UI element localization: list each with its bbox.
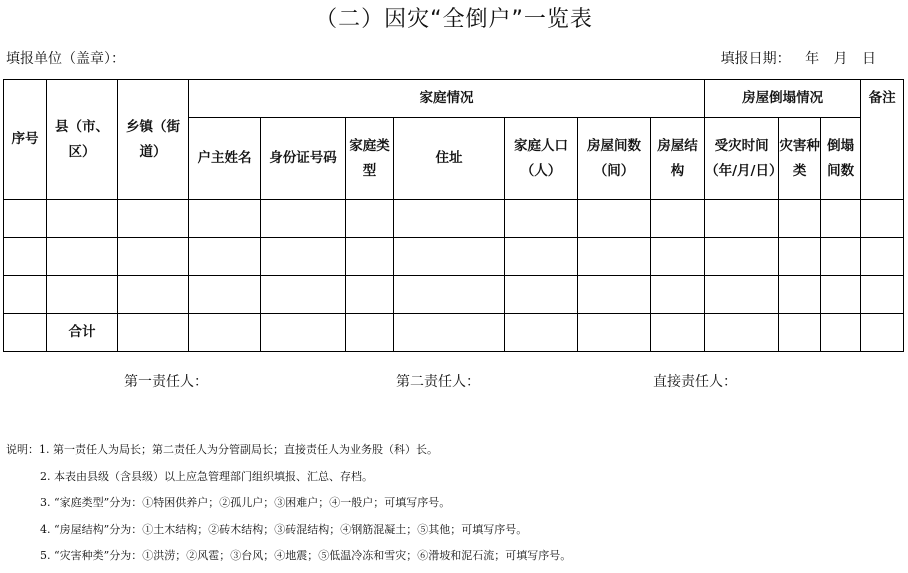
header-address: 住址 bbox=[394, 118, 505, 200]
header-town: 乡镇（街道） bbox=[118, 80, 189, 200]
note-item: 4. “房屋结构”分为：①土木结构；②砖木结构；③砖混结构；④钢筋混凝土；⑤其他；可填写序号。 bbox=[40, 522, 528, 536]
header-disaster-date: 受灾时间（年/月/日） bbox=[705, 118, 779, 200]
table-row bbox=[4, 276, 904, 314]
reporting-unit-label: 填报单位（盖章）： bbox=[6, 51, 125, 67]
header-county: 县（市、区） bbox=[47, 80, 118, 200]
header-remark: 备注 bbox=[861, 80, 904, 200]
total-label: 合计 bbox=[47, 314, 118, 352]
page-title: （二）因灾“全倒户”一览表 bbox=[315, 7, 593, 32]
reporting-date-label: 填报日期： 年 月 日 bbox=[720, 51, 876, 67]
header-householder-name: 户主姓名 bbox=[189, 118, 261, 200]
header-family-size: 家庭人口（人） bbox=[505, 118, 578, 200]
header-collapse-group: 房屋倒塌情况 bbox=[705, 80, 861, 118]
header-disaster-type: 灾害种类 bbox=[779, 118, 821, 200]
first-responsible-label: 第一责任人： bbox=[124, 374, 208, 390]
note-item: 5. “灾害种类”分为：①洪涝；②风雹；③台风；④地震；⑤低温冷冻和雪灾；⑥滑坡和泥石流；可填写序号。 bbox=[40, 549, 572, 562]
header-seq: 序号 bbox=[4, 80, 47, 200]
direct-responsible-label: 直接责任人： bbox=[653, 374, 737, 390]
note-item: 3. “家庭类型”分为：①特困供养户；②孤儿户；③困难户；④一般户；可填写序号。 bbox=[40, 496, 451, 509]
notes-section bbox=[6, 440, 571, 573]
note-item: 说明：1. 第一责任人为局长；第二责任人为分管副局长；直接责任人为业务股（科）长。 bbox=[6, 443, 438, 456]
table-row bbox=[4, 200, 904, 238]
header-room-count: 房屋间数（间） bbox=[578, 118, 651, 200]
header-family-group: 家庭情况 bbox=[189, 80, 705, 118]
collapsed-households-table bbox=[3, 79, 904, 352]
table-row bbox=[4, 238, 904, 276]
total-row bbox=[4, 314, 904, 352]
header-collapsed-rooms: 倒塌间数 bbox=[821, 118, 861, 200]
header-house-structure: 房屋结构 bbox=[651, 118, 705, 200]
header-family-type: 家庭类型 bbox=[346, 118, 394, 200]
header-id-number: 身份证号码 bbox=[261, 118, 346, 200]
note-item: 2. 本表由县级（含县级）以上应急管理部门组织填报、汇总、存档。 bbox=[40, 469, 373, 483]
second-responsible-label: 第二责任人： bbox=[396, 374, 480, 390]
